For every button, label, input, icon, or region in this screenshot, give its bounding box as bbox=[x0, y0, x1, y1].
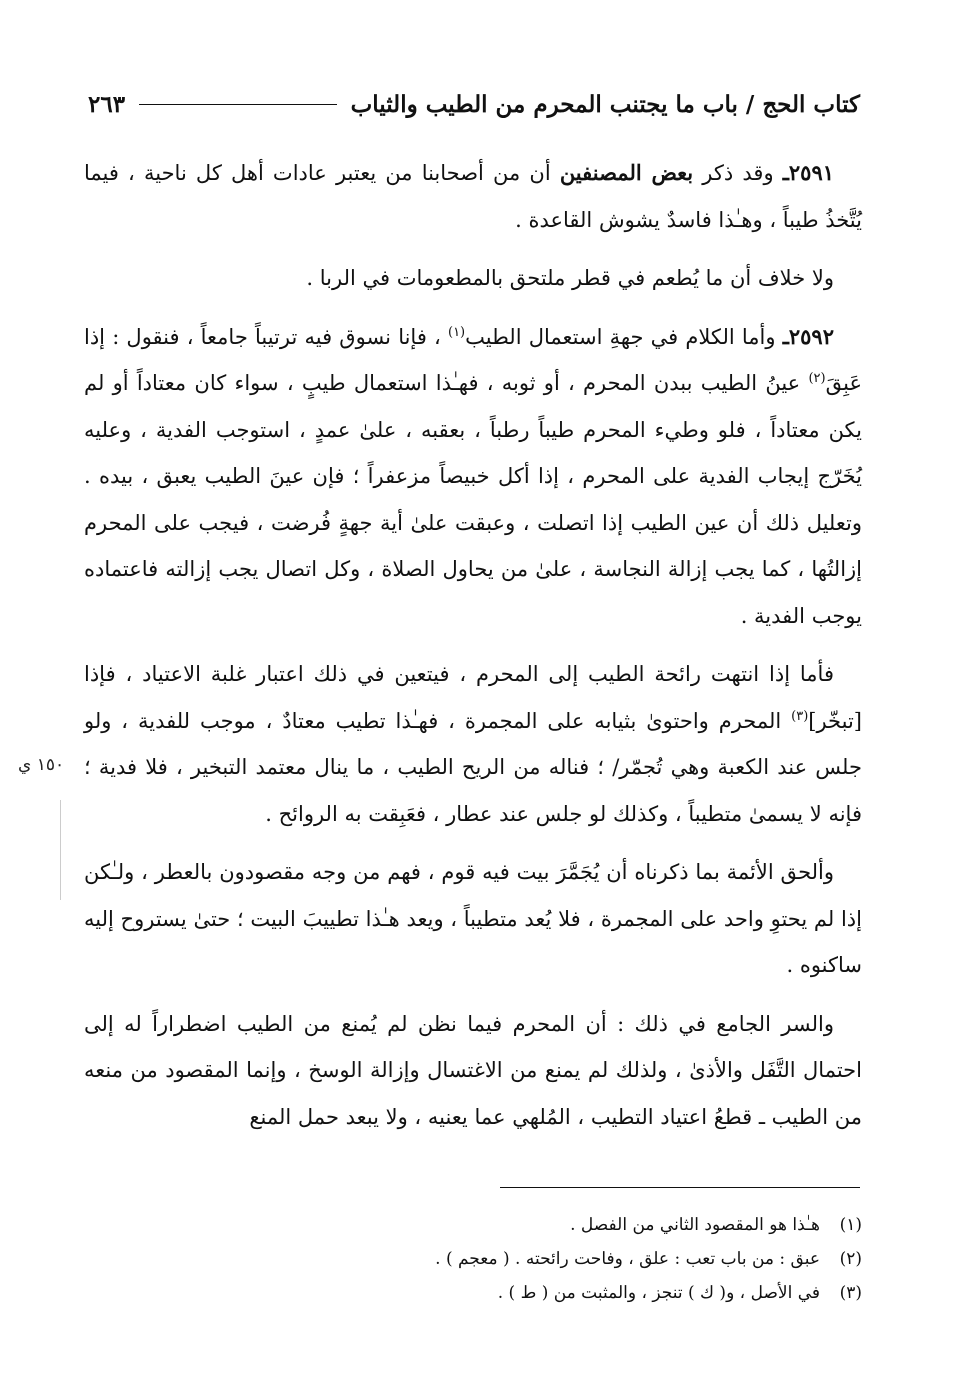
paragraph-number: ٢٥٩٢ـ bbox=[782, 323, 834, 349]
footnote-rule bbox=[500, 1187, 860, 1188]
paragraph-text: وقد ذكر bbox=[693, 161, 783, 185]
footnotes bbox=[300, 1208, 862, 1310]
footnote-3 bbox=[300, 1276, 862, 1310]
footnote-ref-3: (٣) bbox=[791, 708, 809, 724]
paragraph-number: ٢٥٩١ـ bbox=[782, 160, 835, 185]
paragraph-text: ولا خلاف أن ما يُطعم في قطر ملتحق بالمطعومات في الربا . bbox=[306, 266, 834, 290]
footnote-text: عبق : من باب تعب : علق ، وفاحت رائحته . ( معجم ) . bbox=[435, 1249, 820, 1269]
paragraph-no-dispute bbox=[84, 255, 862, 302]
header-rule bbox=[139, 104, 337, 105]
main-text bbox=[84, 150, 862, 1152]
paragraph-secret bbox=[84, 1001, 862, 1141]
footnote-2 bbox=[300, 1242, 862, 1276]
paragraph-text: أن من أصحابنا من يعتبر عادات أهل كل ناحية ، فيما يُتَّخذُ طيباً ، وهـٰذا فاسدٌ يشوش القاعدة . bbox=[84, 161, 862, 232]
footnote-mark: (١) bbox=[839, 1215, 862, 1235]
footnote-text: هـٰذا هو المقصود الثاني من الفصل . bbox=[570, 1215, 820, 1235]
paragraph-text: فأما إذا انتهت رائحة الطيب إلى المحرم ، فيتعين في ذلك اعتبار غلبة الاعتياد ، فإذا [تبخّر] bbox=[84, 662, 862, 733]
paragraph-text: ، فإنا نسوق فيه ترتيباً جامعاً ، فنقول : إذا عَبِقَ bbox=[84, 324, 862, 395]
paragraph-2592 bbox=[84, 314, 862, 640]
footnote-ref-1: (١) bbox=[447, 324, 466, 340]
page-number: ٢٦٣ bbox=[88, 90, 126, 118]
footnote-mark: (٢) bbox=[839, 1249, 862, 1269]
margin-line bbox=[60, 800, 61, 900]
footnote-mark: (٣) bbox=[839, 1283, 862, 1303]
footnote-text: في الأصل ، و( ك ) تنجز ، والمثبت من ( ط ) . bbox=[497, 1283, 820, 1303]
paragraph-text: والسر الجامع في ذلك : أن المحرم فيما نظن لم يُمنع من الطيب اضطراراً له إلى احتمال التَّفَل والأذىٰ ، ولذلك لم يمنع من الاغتسال وإزالة الوسخ ، وإنما المقصود من منعه من الطيب ـ قطعُ اعتياد التطيب ، المُلهي عما يعنيه ، ولا يبعد حمل المنع bbox=[84, 1011, 862, 1129]
margin-note: ١٥٠ ي bbox=[18, 755, 65, 775]
paragraph-2591 bbox=[84, 150, 862, 243]
bold-phrase: بعض المصنفين bbox=[559, 160, 694, 185]
paragraph-text: عينُ الطيب ببدن المحرم ، أو ثوبه ، فهـٰذا استعمال طيبٍ ، سواء كان معتاداً أو لم يكن معتاداً ، فلو وطيء المحرم طيباً رطباً ، بعقبه ، علىٰ عمدٍ ، استوجب الفدية ، وعليه يُخَرّج إيجاب الفدية على المحرم ، إذا أكل خبيصاً مزعفراً ؛ فإن عينَ الطيب يعبق ، بيده . وتعليل ذلك أن عين الطيب إذا اتصلت ، وعبقت علىٰ أية جهةٍ فُرضت ، فيجب على المحرم إزالتُها ، كما يجب إزالة النجاسة ، علىٰ من يحاول الصلاة ، وكل اتصال يجب إزالته فاعتماده يوجب الفدية . bbox=[84, 371, 862, 628]
paragraph-text: وأما الكلام في جهةِ استعمال الطيب bbox=[465, 324, 783, 349]
paragraph-scent bbox=[84, 651, 862, 837]
page-header bbox=[88, 84, 860, 124]
paragraph-text: وألحق الأئمة بما ذكرناه أن يُجَمَّرَ بيت فيه قوم ، فهم من وجه مقصودون بالعطر ، ولـٰكن إذا لم يحتوِ واحد على المجمرة ، فلا يُعد متطيباً ، ويعد هـٰذا تطييبَ البيت ؛ حتىٰ يستروح إليه ساكنوه . bbox=[84, 860, 862, 977]
footnote-ref-2: (٢) bbox=[808, 371, 826, 386]
running-title: كتاب الحج / باب ما يجتنب المحرم من الطيب والثياب bbox=[350, 90, 860, 118]
paragraph-imams bbox=[84, 849, 862, 989]
paragraph-text: المحرم واحتوىٰ بثيابه على المجمرة ، فهـٰذا تطيب معتادٌ ، موجب للفدية ، ولو جلس عند الكعبة وهي تُجمّر/ ؛ فناله من الريح الطيب ، ما ينال معتمد التبخير ، فلا فدية ؛ فإنه لا يسمىٰ متطيباً ، وكذلك لو جلس عند عطار ، فعَبِقت به الروائح . bbox=[84, 708, 862, 826]
footnote-1 bbox=[300, 1208, 862, 1242]
